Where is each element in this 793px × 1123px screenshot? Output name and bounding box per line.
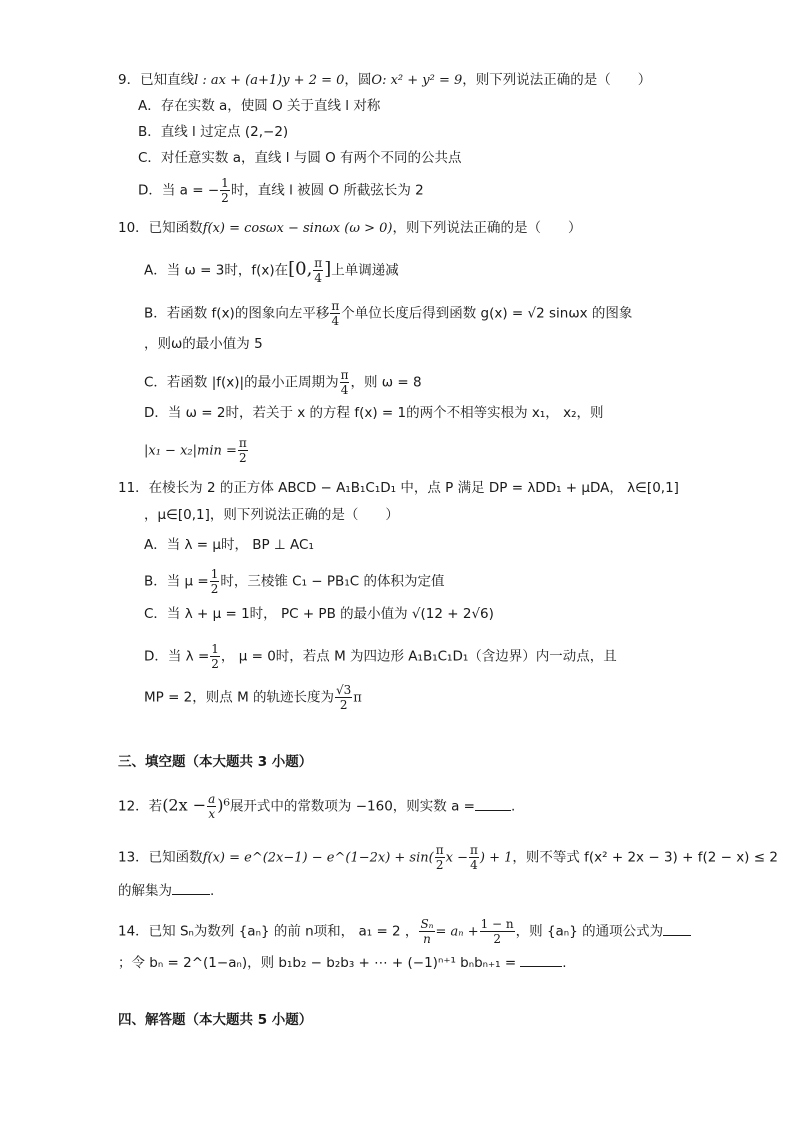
- q12-den: x: [208, 807, 216, 821]
- q11-d-den: 2: [211, 657, 219, 671]
- q11-option-d: [144, 642, 617, 671]
- q11-d-cont-den: 2: [339, 698, 348, 712]
- q11-b-fraction: [210, 567, 220, 596]
- q10-a-num: π: [314, 256, 323, 270]
- q12-expr-pre: (2x −: [162, 795, 207, 815]
- q10-option-d-cont: [144, 436, 249, 465]
- q9-stem: [118, 70, 651, 91]
- q11-option-c: C．当 λ + μ = 1时， PC + PB 的最小值为 √(12 + 2√6): [144, 606, 494, 622]
- q10-a-interval-left: [0,: [288, 258, 313, 280]
- q10-a-pre: A．当 ω = 3时，f(x)在: [144, 262, 289, 279]
- q11-d-num: 1: [211, 642, 219, 656]
- q10-b-pre: B．若函数 f(x)的图象向左平移: [144, 305, 330, 322]
- q10-b-den: 4: [331, 314, 340, 328]
- q10-func-expr: f(x) = cosωx − sinωx (ω > 0): [202, 221, 393, 236]
- q10-option-d: D．当 ω = 2时，若关于 x 的方程 f(x) = 1的两个不相等实根为 x₁， x₂，则: [144, 405, 604, 421]
- q13-pre: 13．已知函数: [118, 849, 203, 866]
- q13-cont-text: 的解集为: [118, 883, 172, 899]
- q9-d-fraction: [220, 176, 230, 205]
- q12-fraction: [207, 792, 216, 821]
- q13-post: ，则不等式 f(x² + 2x − 3) + f(2 − x) ≤ 2: [512, 849, 778, 866]
- q14-answer-blank-2[interactable]: [520, 952, 562, 967]
- q11-d-cont-post: π: [353, 690, 362, 706]
- q13-end: .: [210, 883, 215, 899]
- q10-option-b: [144, 299, 632, 328]
- q10-stem: [118, 218, 581, 239]
- q10-stem-post: ，则下列说法正确的是（ ）: [392, 220, 582, 236]
- q10-a-interval-right: ]: [324, 258, 332, 280]
- q13-den1: 2: [435, 858, 444, 872]
- q13-num2: π: [469, 843, 478, 857]
- q11-b-den: 2: [210, 582, 219, 596]
- q14-mid: = aₙ +: [435, 924, 479, 940]
- q11-d-pre: D．当 λ =: [144, 648, 210, 665]
- q12-answer-blank[interactable]: [475, 796, 511, 811]
- q13-fraction-2: [469, 843, 479, 872]
- q14: [118, 917, 691, 946]
- q13-den2: 4: [470, 858, 478, 872]
- q10-d-den: 2: [239, 451, 247, 465]
- q11-d-cont-pre: MP = 2，则点 M 的轨迹长度为: [144, 689, 335, 706]
- q10-b-post: 个单位长度后得到函数 g(x) = √2 sinωx 的图象: [341, 305, 633, 322]
- q10-option-b-cont: ，则ω的最小值为 5: [144, 336, 263, 352]
- q13-func-expr: f(x) = e^(2x−1) − e^(1−2x) + sin(: [202, 850, 434, 866]
- q12-pre: 12．若: [118, 798, 163, 815]
- q9-d-den: 2: [221, 191, 229, 205]
- q10-option-c: [144, 368, 422, 397]
- q10-a-post: 上单调递减: [331, 262, 399, 279]
- q9-stem-post: ，则下列说法正确的是（ ）: [462, 72, 652, 88]
- q9-circle-expr: O: x² + y² = 9: [371, 73, 463, 88]
- q11-b-post: 时，三棱锥 C₁ − PB₁C 的体积为定值: [220, 573, 445, 590]
- q9-option-b: B．直线 l 过定点 (2,−2): [138, 124, 289, 140]
- q9-d-post: 时，直线 l 被圆 O 所截弦长为 2: [230, 182, 424, 199]
- q10-d-num: π: [238, 436, 247, 450]
- q12-num: a: [208, 792, 216, 806]
- q11-b-num: 1: [210, 567, 219, 581]
- q10-c-pre: C．若函数 |f(x)|的最小正周期为: [144, 374, 339, 391]
- q10-c-num: π: [340, 368, 349, 382]
- q11-stem: 11．在棱长为 2 的正方体 ABCD − A₁B₁C₁D₁ 中，点 P 满足 DP = λDD₁ + μDA， λ∈[0,1]: [118, 480, 679, 496]
- q12-expr-post: )⁶: [217, 795, 230, 815]
- q14-frac2-den: 2: [493, 932, 501, 946]
- q11-b-pre: B．当 μ =: [144, 573, 209, 590]
- q10-a-den: 4: [314, 271, 323, 285]
- q14-cont: [118, 952, 567, 973]
- q10-b-num: π: [331, 299, 340, 313]
- q12-post: 展开式中的常数项为 −160，则实数 a =: [229, 798, 475, 815]
- q14-frac1-num: Sₙ: [420, 917, 434, 931]
- q11-option-d-cont: [144, 683, 362, 712]
- q9-option-a: A．存在实数 a，使圆 O 关于直线 l 对称: [138, 98, 381, 114]
- q10-c-den: 4: [340, 383, 349, 397]
- section-3-heading: 三、填空题（本大题共 3 小题）: [118, 754, 313, 770]
- q11-d-cont-fraction: [335, 683, 352, 712]
- q10-c-fraction: [340, 368, 350, 397]
- q9-d-pre: D．当 a = −: [138, 182, 220, 199]
- q10-option-a: [144, 256, 399, 285]
- q11-option-a: A．当 λ = μ时， BP ⊥ AC₁: [144, 537, 314, 553]
- q11-d-post: ， μ = 0时，若点 M 为四边形 A₁B₁C₁D₁（含边界）内一动点，且: [220, 648, 617, 665]
- q10-a-fraction: [313, 256, 323, 285]
- q11-d-fraction: [210, 642, 220, 671]
- q13-cont: [118, 880, 214, 901]
- q13-fraction-1: [435, 843, 445, 872]
- q14-fraction-1: [419, 917, 434, 946]
- q13: [118, 843, 778, 872]
- q11-stem-cont: ，μ∈[0,1]，则下列说法正确的是（ ）: [144, 507, 399, 523]
- q13-answer-blank[interactable]: [172, 880, 210, 895]
- q14-frac1-den: n: [423, 932, 431, 946]
- q13-func-mid: x −: [445, 850, 468, 866]
- q14-cont-text: ；令 bₙ = 2^(1−aₙ)，则 b₁b₂ − b₂b₃ + ⋯ + (−1)ⁿ⁺¹ bₙbₙ₊₁ =: [118, 955, 517, 971]
- q14-end: .: [562, 955, 567, 971]
- q11-option-b: [144, 567, 444, 596]
- q14-pre: 14．已知 Sₙ为数列 {aₙ} 的前 n项和， a₁ = 2 ，: [118, 923, 419, 940]
- q9-line-expr: l : ax + (a+1)y + 2 = 0: [194, 73, 345, 88]
- section-4-heading: 四、解答题（本大题共 5 小题）: [118, 1012, 313, 1028]
- q10-d-cont-pre: |x₁ − x₂|min =: [144, 443, 237, 459]
- q11-d-cont-num: √3: [336, 683, 352, 697]
- q10-stem-pre: 10．已知函数: [118, 220, 203, 236]
- q12-end: .: [510, 798, 516, 815]
- q14-fraction-2: [480, 917, 515, 946]
- q12: [118, 792, 515, 821]
- q9-option-d: [138, 176, 424, 205]
- q9-stem-pre: 9．已知直线: [118, 72, 195, 88]
- q14-frac2-num: 1 − n: [480, 917, 514, 931]
- q14-post: ，则 {aₙ} 的通项公式为: [515, 923, 664, 940]
- q13-num1: π: [435, 843, 444, 857]
- q9-stem-mid: ，圆: [344, 72, 372, 88]
- q13-func-end: ) + 1: [479, 850, 513, 866]
- q14-answer-blank-1[interactable]: [663, 921, 691, 936]
- q10-d-fraction: [238, 436, 248, 465]
- q10-c-post: ，则 ω = 8: [350, 374, 422, 391]
- q10-b-fraction: [330, 299, 340, 328]
- q9-option-c: C．对任意实数 a，直线 l 与圆 O 有两个不同的公共点: [138, 150, 462, 166]
- q9-d-num: 1: [221, 176, 229, 190]
